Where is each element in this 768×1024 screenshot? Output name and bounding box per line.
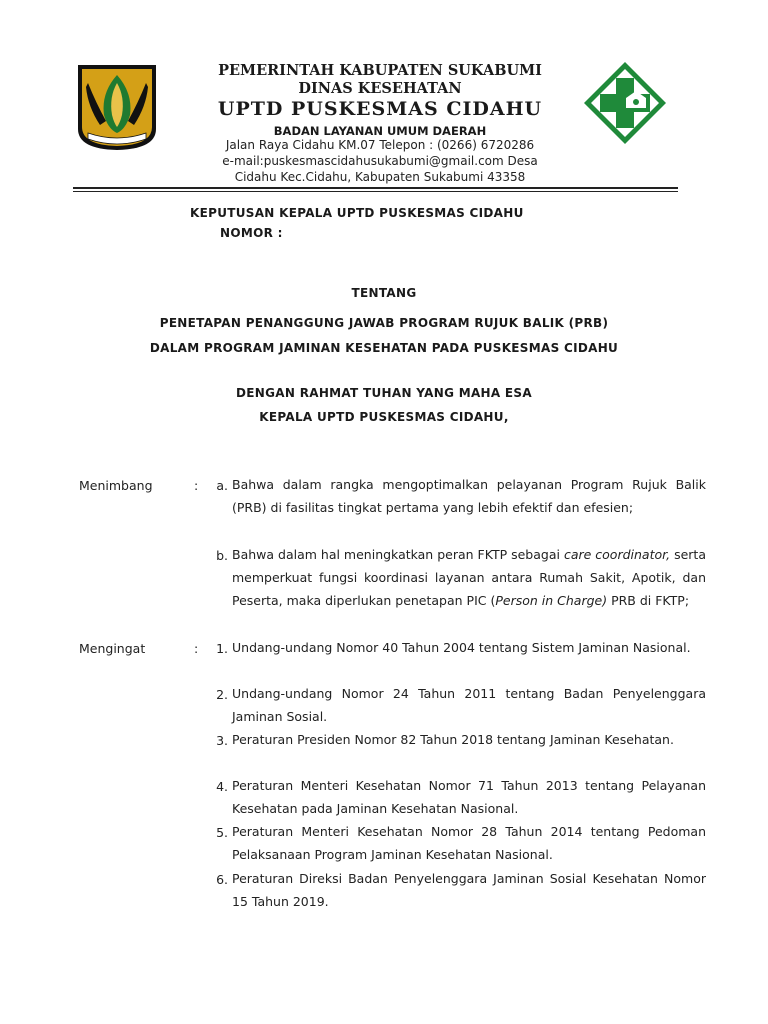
letterhead-city-line: Cidahu Kec.Cidahu, Kabupaten Sukabumi 43358	[234, 170, 526, 184]
menimbang-item-number: b.	[216, 548, 228, 563]
mengingat-item-4: Peraturan Menteri Kesehatan Nomor 71 Tahun 2013 tentang Pelayanan Kesehatan pada Jaminan Kesehatan Nasional.	[232, 778, 706, 817]
tentang-heading: TENTANG	[351, 286, 417, 300]
mengingat-item-1: Undang-undang Nomor 40 Tahun 2004 tentang Sistem Jaminan Nasional.	[232, 640, 691, 655]
menimbang-item-b	[232, 543, 706, 613]
decree-title-line-1: PENETAPAN PENANGGUNG JAWAB PROGRAM RUJUK BALIK (PRB)	[159, 316, 609, 330]
sukabumi-crest-logo	[76, 63, 158, 151]
letterhead-title: UPTD PUSKESMAS CIDAHU	[217, 98, 543, 120]
mengingat-item-number: 1.	[216, 641, 228, 656]
menimbang-b-text-1: Bahwa dalam hal meningkatkan peran FKTP sebagai	[232, 547, 564, 562]
letterhead-address-line: Jalan Raya Cidahu KM.07 Telepon : (0266) 6720286	[225, 138, 535, 152]
decree-title-line-2: DALAM PROGRAM JAMINAN KESEHATAN PADA PUSKESMAS CIDAHU	[149, 341, 619, 355]
menimbang-colon: :	[194, 478, 199, 493]
mengingat-item-2: Undang-undang Nomor 24 Tahun 2011 tentang Badan Penyelenggara Jaminan Sosial.	[232, 686, 706, 725]
menimbang-b-text-2: serta memperkuat fungsi koordinasi layanan antara Rumah Sakit, Apotik, dan Peserta, maka diperlukan penetapan PIC (	[232, 547, 706, 609]
letterhead-divider-thick	[73, 187, 678, 189]
mengingat-item-number: 6.	[216, 872, 228, 887]
decree-heading: KEPUTUSAN KEPALA UPTD PUSKESMAS CIDAHU	[190, 206, 524, 220]
invocation-line-1: DENGAN RAHMAT TUHAN YANG MAHA ESA	[236, 386, 532, 400]
mengingat-item-number: 4.	[216, 779, 228, 794]
invocation-line-2: KEPALA UPTD PUSKESMAS CIDAHU,	[259, 410, 509, 424]
mengingat-item-6: Peraturan Direksi Badan Penyelenggara Jaminan Sosial Kesehatan Nomor 15 Tahun 2019.	[232, 871, 706, 910]
menimbang-b-italic-2: Person in Charge)	[495, 593, 608, 609]
puskesmas-logo	[582, 60, 668, 146]
mengingat-item-number: 5.	[216, 825, 228, 840]
menimbang-item-number: a.	[216, 478, 228, 493]
letterhead-department: DINAS KESEHATAN	[298, 80, 462, 97]
letterhead-subtitle: BADAN LAYANAN UMUM DAERAH	[273, 124, 487, 138]
letterhead-government: PEMERINTAH KABUPATEN SUKABUMI	[218, 62, 542, 79]
letterhead-divider-thin	[73, 191, 678, 192]
menimbang-b-text-3: PRB di FKTP;	[607, 593, 690, 609]
mengingat-item-3: Peraturan Presiden Nomor 82 Tahun 2018 tentang Jaminan Kesehatan.	[232, 732, 674, 747]
mengingat-item-number: 3.	[216, 733, 228, 748]
mengingat-colon: :	[194, 641, 199, 656]
mengingat-label: Mengingat	[79, 641, 146, 656]
mengingat-item-5: Peraturan Menteri Kesehatan Nomor 28 Tahun 2014 tentang Pedoman Pelaksanaan Program Jaminan Kesehatan Nasional.	[232, 824, 706, 863]
menimbang-item-a: Bahwa dalam rangka mengoptimalkan pelayanan Program Rujuk Balik (PRB) di fasilitas tingkat pertama yang lebih efektif dan efesien;	[232, 477, 706, 516]
mengingat-item-number: 2.	[216, 687, 228, 702]
decree-number: NOMOR :	[220, 226, 283, 240]
menimbang-b-italic-1: care coordinator,	[563, 547, 671, 562]
letterhead-email-line: e-mail:puskesmascidahusukabumi@gmail.com Desa	[222, 154, 538, 168]
menimbang-label: Menimbang	[79, 478, 153, 493]
